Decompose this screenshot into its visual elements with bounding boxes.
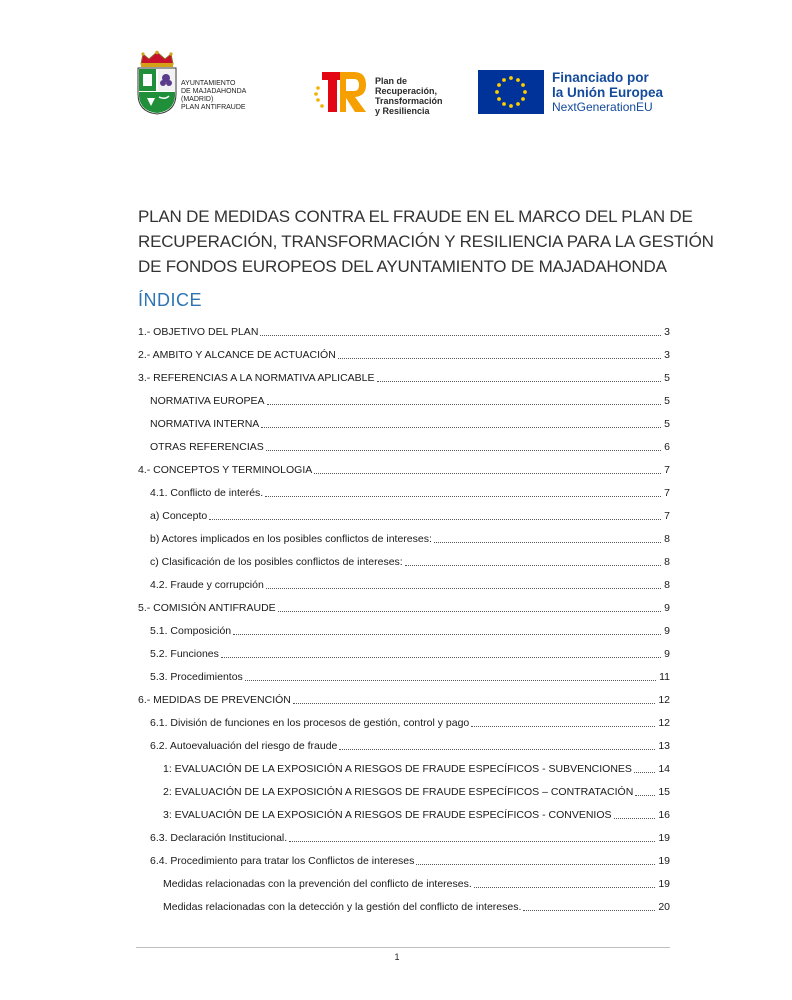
ayuntamiento-logo	[135, 50, 265, 116]
toc-entry-page: 8	[664, 533, 670, 545]
eu-line-3: NextGenerationEU	[552, 100, 653, 114]
toc-entry[interactable]	[138, 799, 670, 822]
toc-entry-page: 8	[664, 579, 670, 591]
toc-dot-leader	[416, 864, 655, 865]
toc-entry[interactable]	[138, 592, 670, 615]
toc-entry-page: 12	[658, 717, 670, 729]
toc-entry-label: c) Clasificación de los posibles conflictos de intereses:	[150, 556, 403, 568]
toc-entry-label: 5.3. Procedimientos	[150, 671, 243, 683]
toc-entry[interactable]	[138, 730, 670, 753]
toc-entry-page: 8	[664, 556, 670, 568]
eu-line-2: la Unión Europea	[552, 85, 664, 100]
toc-dot-leader	[293, 703, 655, 704]
toc-dot-leader	[635, 795, 655, 796]
prtr-line-2: Recuperación,	[375, 86, 438, 96]
eu-line-1: Financiado por	[552, 70, 649, 85]
title-line-3: DE FONDOS EUROPEOS DEL AYUNTAMIENTO DE MAJADAHONDA	[138, 257, 667, 276]
toc-entry-label: 4.2. Fraude y corrupción	[150, 579, 264, 591]
toc-entry-page: 7	[664, 510, 670, 522]
toc-entry[interactable]	[138, 431, 670, 454]
toc-dot-leader	[266, 588, 661, 589]
toc-entry[interactable]	[138, 454, 670, 477]
prtr-line-3: Transformación	[375, 96, 443, 106]
coat-of-arms-icon	[135, 50, 179, 116]
prtr-line-4: y Resiliencia	[375, 106, 430, 116]
toc-dot-leader	[338, 358, 661, 359]
toc-dot-leader	[260, 335, 661, 336]
toc-entry[interactable]	[138, 776, 670, 799]
toc-entry-label: Medidas relacionadas con la detección y la gestión del conflicto de intereses.	[163, 901, 522, 913]
toc-entry-page: 7	[664, 464, 670, 476]
toc-dot-leader	[209, 519, 661, 520]
toc-dot-leader	[245, 680, 656, 681]
toc-dot-leader	[405, 565, 661, 566]
toc-entry-page: 9	[664, 602, 670, 614]
toc-dot-leader	[474, 887, 656, 888]
ayuntamiento-logo-text	[181, 80, 265, 112]
toc-heading: ÍNDICE	[138, 290, 203, 310]
toc-entry-label: 1.- OBJETIVO DEL PLAN	[138, 326, 259, 338]
toc-dot-leader	[434, 542, 661, 543]
eu-funding-logo	[478, 70, 678, 114]
toc-entry-label: Medidas relacionadas con la prevención del conflicto de intereses.	[163, 878, 472, 890]
toc-entry-label: 6.2. Autoevaluación del riesgo de fraude	[150, 740, 338, 752]
toc-dot-leader	[278, 611, 661, 612]
toc-entry-label: 5.1. Composición	[150, 625, 232, 637]
ayuntamiento-line-2: DE MAJADAHONDA	[181, 88, 247, 95]
toc-dot-leader	[289, 841, 655, 842]
toc-entry-label: 2.- AMBITO Y ALCANCE DE ACTUACIÓN	[138, 349, 336, 361]
toc-entry-page: 3	[664, 349, 670, 361]
toc-entry[interactable]	[138, 845, 670, 868]
toc-dot-leader	[634, 772, 655, 773]
toc-dot-leader	[523, 910, 655, 911]
ayuntamiento-line-3: (MADRID)	[181, 96, 214, 103]
toc-entry-label: NORMATIVA INTERNA	[150, 418, 260, 430]
toc-entry-label: 6.3. Declaración Institucional.	[150, 832, 288, 844]
prtr-logo-text	[375, 76, 465, 116]
toc-entry[interactable]	[138, 385, 670, 408]
toc-entry-page: 13	[658, 740, 670, 752]
toc-dot-leader	[266, 450, 661, 451]
toc-dot-leader	[314, 473, 661, 474]
toc-dot-leader	[339, 749, 655, 750]
toc-dot-leader	[233, 634, 661, 635]
toc-entry-label: 4.- CONCEPTOS Y TERMINOLOGIA	[138, 464, 313, 476]
toc-dot-leader	[267, 404, 662, 405]
toc-entry-label: 3.- REFERENCIAS A LA NORMATIVA APLICABLE	[138, 372, 375, 384]
toc-dot-leader	[471, 726, 655, 727]
toc-entry-label: 5.- COMISIÓN ANTIFRAUDE	[138, 602, 276, 614]
toc-entry-page: 19	[658, 832, 670, 844]
toc-entry[interactable]	[138, 753, 670, 776]
toc-dot-leader	[265, 496, 661, 497]
toc-entry[interactable]	[138, 500, 670, 523]
toc-entry[interactable]	[138, 868, 670, 891]
toc-entry[interactable]	[138, 339, 670, 362]
eu-flag-icon	[478, 70, 544, 114]
toc-entry-label: OTRAS REFERENCIAS	[150, 441, 264, 453]
toc-entry-page: 5	[664, 418, 670, 430]
toc-entry-page: 11	[659, 671, 670, 683]
toc-dot-leader	[261, 427, 661, 428]
toc-entry-page: 5	[664, 372, 670, 384]
toc-entry-label: 1: EVALUACIÓN DE LA EXPOSICIÓN A RIESGOS DE FRAUDE ESPECÍFICOS - SUBVENCIONES	[163, 763, 632, 775]
title-line-1: PLAN DE MEDIDAS CONTRA EL FRAUDE EN EL MARCO DEL PLAN DE	[138, 207, 693, 226]
toc-entry-page: 19	[658, 878, 670, 890]
toc-entry-page: 6	[664, 441, 670, 453]
toc-entry[interactable]	[138, 891, 670, 914]
toc-entry-page: 7	[664, 487, 670, 499]
toc-entry-page: 20	[658, 901, 670, 913]
toc-entry[interactable]	[138, 477, 670, 500]
toc-entry[interactable]	[138, 408, 670, 431]
table-of-contents	[138, 316, 670, 914]
toc-entry-label: NORMATIVA EUROPEA	[150, 395, 265, 407]
toc-entry[interactable]	[138, 523, 670, 546]
toc-entry[interactable]	[138, 822, 670, 845]
toc-entry-page: 3	[664, 326, 670, 338]
toc-dot-leader	[377, 381, 662, 382]
title-line-2: RECUPERACIÓN, TRANSFORMACIÓN Y RESILIENCIA PARA LA GESTIÓN	[138, 232, 714, 251]
toc-entry[interactable]	[138, 615, 670, 638]
document-title	[138, 204, 714, 279]
toc-entry[interactable]	[138, 661, 670, 684]
toc-entry-page: 14	[658, 763, 670, 775]
toc-entry[interactable]	[138, 316, 670, 339]
toc-entry-label: 6.1. División de funciones en los procesos de gestión, control y pago	[150, 717, 470, 729]
ayuntamiento-line-1: AYUNTAMIENTO	[181, 80, 236, 87]
prtr-mark-icon	[310, 68, 372, 118]
toc-entry-label: 2: EVALUACIÓN DE LA EXPOSICIÓN A RIESGOS DE FRAUDE ESPECÍFICOS – CONTRATACIÓN	[163, 786, 634, 798]
toc-entry-page: 12	[658, 694, 670, 706]
toc-entry-page: 16	[658, 809, 670, 821]
toc-entry-page: 19	[658, 855, 670, 867]
ayuntamiento-line-4: PLAN ANTIFRAUDE	[181, 104, 246, 111]
toc-dot-leader	[614, 818, 656, 819]
toc-entry-label: 5.2. Funciones	[150, 648, 219, 660]
toc-entry-label: 6.- MEDIDAS DE PREVENCIÓN	[138, 694, 291, 706]
toc-entry-page: 5	[664, 395, 670, 407]
toc-entry-page: 9	[664, 625, 670, 637]
page-number: 1	[394, 952, 400, 962]
prtr-line-1: Plan de	[375, 76, 408, 86]
prtr-logo	[310, 68, 460, 118]
toc-entry-label: 6.4. Procedimiento para tratar los Conflictos de intereses	[150, 855, 415, 867]
toc-entry-page: 15	[658, 786, 670, 798]
toc-entry-label: b) Actores implicados en los posibles conflictos de intereses:	[150, 533, 432, 545]
toc-entry-label: a) Concepto	[150, 510, 208, 522]
toc-entry[interactable]	[138, 707, 670, 730]
toc-entry[interactable]	[138, 569, 670, 592]
toc-entry[interactable]	[138, 684, 670, 707]
toc-entry[interactable]	[138, 638, 670, 661]
toc-entry-label: 3: EVALUACIÓN DE LA EXPOSICIÓN A RIESGOS DE FRAUDE ESPECÍFICOS - CONVENIOS	[163, 809, 612, 821]
eu-logo-text	[552, 70, 678, 115]
toc-entry-label: 4.1. Conflicto de interés.	[150, 487, 264, 499]
footer-divider	[136, 947, 670, 948]
toc-entry-page: 9	[664, 648, 670, 660]
toc-entry[interactable]	[138, 362, 670, 385]
toc-entry[interactable]	[138, 546, 670, 569]
toc-dot-leader	[221, 657, 661, 658]
